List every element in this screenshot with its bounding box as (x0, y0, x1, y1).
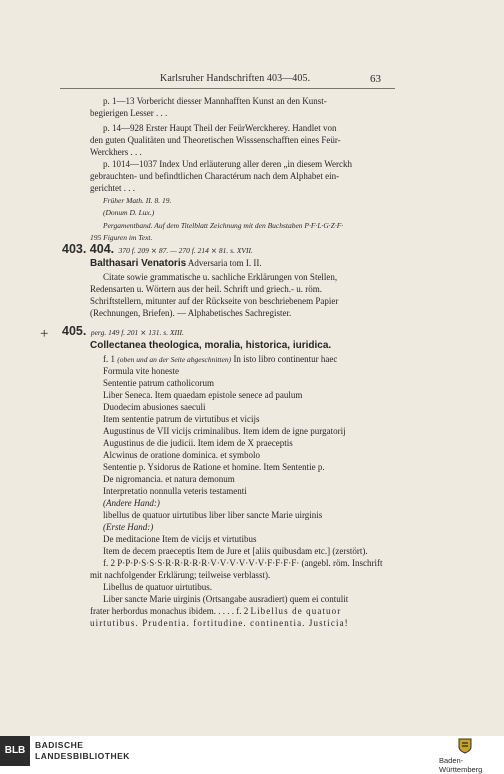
contents-line: Liber Seneca. Item quaedam epistole senece ad paulum (103, 390, 303, 400)
text-line: Citate sowie grammatische u. sachliche Erklärungen von Stellen, (103, 272, 338, 282)
text-line: p. 1014—1037 Index Und erläuterung aller deren „in diesem Werckh (103, 159, 353, 169)
blb-name-line2: LANDESBIBLIOTHEK (35, 751, 130, 761)
entry-title: Balthasari Venatoris (90, 258, 187, 269)
spaced-text: Libellus de quatuor (250, 606, 342, 616)
entry-title-rest: Adversaria tom I. II. (187, 258, 262, 268)
contents-line: De nigromancia. et natura demonum (103, 474, 235, 484)
entry-number: 403. 404. (62, 242, 115, 256)
folio-note: (oben und an der Seite abgeschnitten) (117, 355, 232, 364)
blb-name-line1: BADISCHE (35, 740, 84, 750)
entry-number: 405. (62, 324, 87, 338)
contents-line: f. 2 P·P·P·S·S·S·R·R·R·R·R·V·V·V·V·V·V·F·F·F·F· (angebl. röm. Inschrift (103, 558, 383, 568)
folio-text: In isto libro continentur haec (233, 354, 338, 364)
contents-line: Item sententie patrum de virtutibus et vicijs (103, 414, 260, 424)
header-title: Karlsruher Handschriften 403—405. (160, 73, 311, 84)
text-line: den guten Qualitäten und Theoretischen Wisssenschafften eines Feür- (90, 135, 341, 145)
binding-note: Pergamentband. Auf dem Titelblatt Zeichnung mit den Buchstaben P·F·L·G·Z·F· (103, 221, 344, 230)
contents-line: Duodecim abusiones saeculi (103, 402, 206, 412)
text-line: Redensarten u. Wörtern aus der heil. Schrift und griech.- u. röm. (90, 284, 323, 294)
entry-meta: 370 f. 209 ⨯ 87. — 270 f. 214 ⨯ 81. s. XVII. (118, 246, 253, 255)
contents-line: Alcwinus de oratione dominica. et symbolo (103, 450, 260, 460)
entry-title-line (90, 257, 262, 270)
contents-line (90, 605, 341, 617)
entry-title: Collectanea theologica, moralia, historica, iuridica. (90, 340, 332, 351)
running-header (0, 73, 504, 87)
contents-line: Sententie patrum catholicorum (103, 378, 214, 388)
page-number: 63 (370, 73, 381, 85)
folio-ref: f. 1 (103, 354, 115, 364)
contents-line: Augustinus de die judicii. Item idem de X praeceptis (103, 438, 293, 448)
shelfmark-note: Früher Math. II. 8. 19. (103, 196, 172, 205)
hand-note: (Erste Hand:) (103, 522, 154, 532)
contents-line: De meditacione Item de vicijs et virtutibus (103, 534, 257, 544)
provenance-note: (Donum D. Lux.) (103, 208, 155, 217)
entry-title-line (90, 339, 331, 352)
contents-line: Sententie p. Ysidorus de Ratione et homine. Item Sententie p. (103, 462, 325, 472)
text-line: p. 1—13 Vorbericht diesser Mannhafften Kunst an den Kunst- (103, 96, 327, 106)
contents-line: mit nachfolgender Erklärung; teilweise verblasst). (90, 570, 271, 580)
text-line: (Rechnungen, Briefen). — Alphabetisches Sachregister. (90, 308, 292, 318)
text-line: Werckhers . . . (90, 147, 142, 157)
contents-line: Interpretatio nonnulla veteris testamenti (103, 486, 247, 496)
entry-heading (62, 325, 184, 339)
text-line: p. 14—928 Erster Haupt Theil der FeürWerckherey. Handlet von (103, 123, 337, 133)
bw-label: Baden-Württemberg (439, 756, 483, 774)
bw-coat-of-arms-icon (458, 738, 472, 754)
header-rule (60, 88, 395, 89)
text-line: gerichtet . . . (90, 183, 135, 193)
hand-note: (Andere Hand:) (103, 498, 160, 508)
contents-text: frater herbordus monachus ibidem. . . . . f. 2 (90, 606, 249, 616)
figures-note: 195 Figuren im Text. (90, 233, 153, 242)
contents-line: Augustinus de VII vicijs criminalibus. Item idem de igne purgatorij (103, 426, 346, 436)
plus-mark: + (40, 326, 49, 342)
text-line: begierigen Lesser . . . (90, 108, 168, 118)
contents-line: libellus de quatuor uirtutibus liber liber sancte Marie uirginis (103, 510, 323, 520)
contents-line: Item de decem praeceptis Item de Jure et [aliis quibusdam etc.] (zerstört). (103, 546, 368, 556)
entry-meta: perg. 149 f. 201 ⨯ 131. s. XIII. (90, 328, 184, 337)
text-line: Schriftstellern, mitunter auf der Rückseite von beschriebenem Papier (90, 296, 339, 306)
contents-line: Formula vite honeste (103, 366, 179, 376)
spaced-final-line: uirtutibus. Prudentia. fortitudine. continentia. Justicia! (90, 618, 349, 628)
entry-heading (62, 243, 253, 257)
blb-logo[interactable]: BLB (0, 736, 30, 766)
text-line: gebrauchten- und befindtlichen Charactérum nach dem Alphabet ein- (90, 171, 340, 181)
contents-line: Liber sancte Marie uirginis (Ortsangabe ausradiert) quem ei contulit (103, 594, 349, 604)
contents-line: Libellus de quatuor uirtutibus. (103, 582, 212, 592)
